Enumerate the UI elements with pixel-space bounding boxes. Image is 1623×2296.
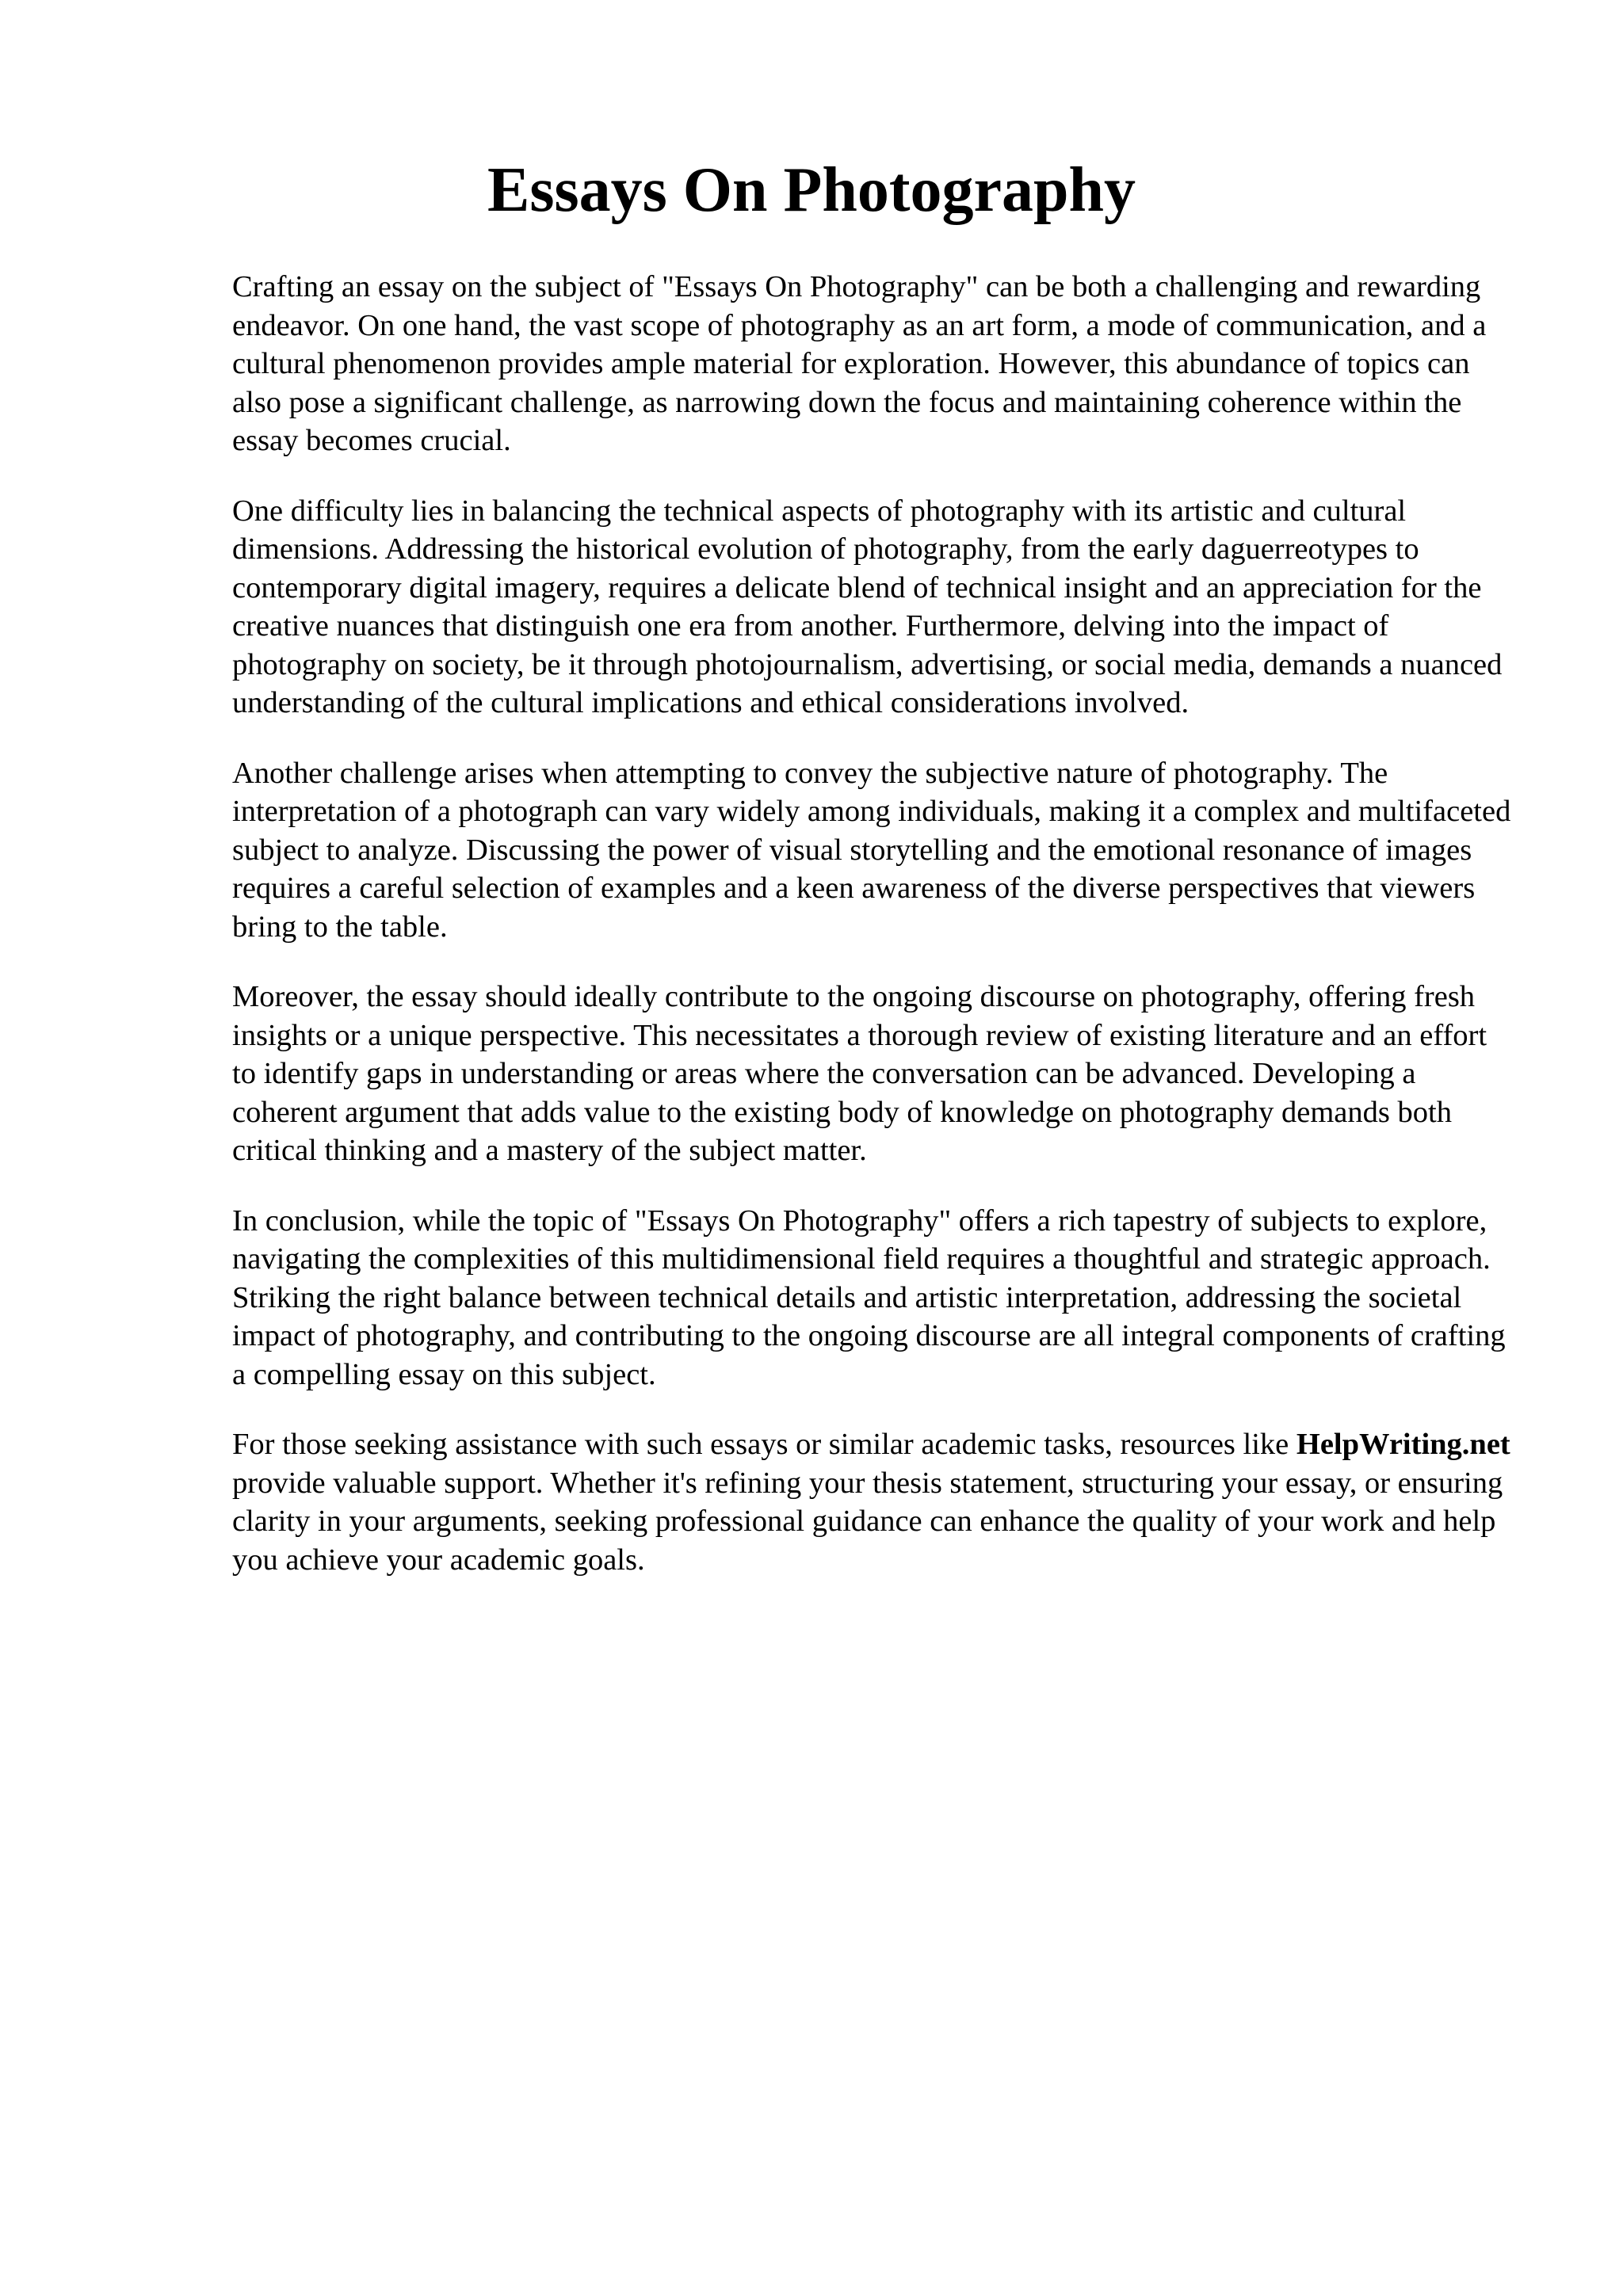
paragraph-conclusion: In conclusion, while the topic of "Essays On Photography" offers a rich tapestry of subjects to explore, navigating the complexities of this multidimensional field requires a thoughtful and strategic approach. Striking the right balance between technical details and artistic interpretation, addressing the societal impact of photography, and contributing to the ongoing discourse are all integral components of crafting a compelling essay on this subject.: [232, 1203, 1506, 1391]
closing-text-after: provide valuable support. Whether it's refining your thesis statement, structuring your essay, or ensuring clarity in your arguments, seeking professional guidance can enhance the quality of your work and help you achieve your academic goals.: [232, 1466, 1503, 1577]
essay-body: [232, 268, 1516, 1611]
paragraph-discourse: Moreover, the essay should ideally contribute to the ongoing discourse on photography, offering fresh insights or a unique perspective. This necessitates a thorough review of existing literature and an effort to identify gaps in understanding or areas where the conversation can be advanced. Developing a coherent argument that adds value to the existing body of knowledge on photography demands both critical thinking and a mastery of the subject matter.: [232, 980, 1487, 1167]
paragraph-intro: Crafting an essay on the subject of "Essays On Photography" can be both a challenging and rewarding endeavor. On one hand, the vast scope of photography as an art form, a mode of communication, and a cultural phenomenon provides ample material for exploration. However, this abundance of topics can also pose a significant challenge, as narrowing down the focus and maintaining coherence within the essay becomes crucial.: [232, 270, 1487, 457]
paragraph-technical-balance: One difficulty lies in balancing the technical aspects of photography with its artistic and cultural dimensions. Addressing the historical evolution of photography, from the early daguerreotypes to contemporary digital imagery, requires a delicate blend of technical insight and an appreciation for the creative nuances that distinguish one era from another. Furthermore, delving into the impact of photography on society, be it through photojournalism, advertising, or social media, demands a nuanced understanding of the cultural implications and ethical considerations involved.: [232, 494, 1503, 719]
paragraph-closing: [232, 1425, 1516, 1579]
brand-link[interactable]: HelpWriting.net: [1296, 1428, 1510, 1461]
paragraph-subjective-nature: Another challenge arises when attempting to convey the subjective nature of photography. The interpretation of a photograph can vary widely among individuals, making it a complex and multifaceted subject to analyze. Discussing the power of visual storytelling and the emotional resonance of images requires a careful selection of examples and a keen awareness of the diverse perspectives that viewers bring to the table.: [232, 756, 1511, 944]
closing-text-before: For those seeking assistance with such essays or similar academic tasks, resources like: [232, 1428, 1296, 1461]
page-title: Essays On Photography: [487, 155, 1136, 225]
